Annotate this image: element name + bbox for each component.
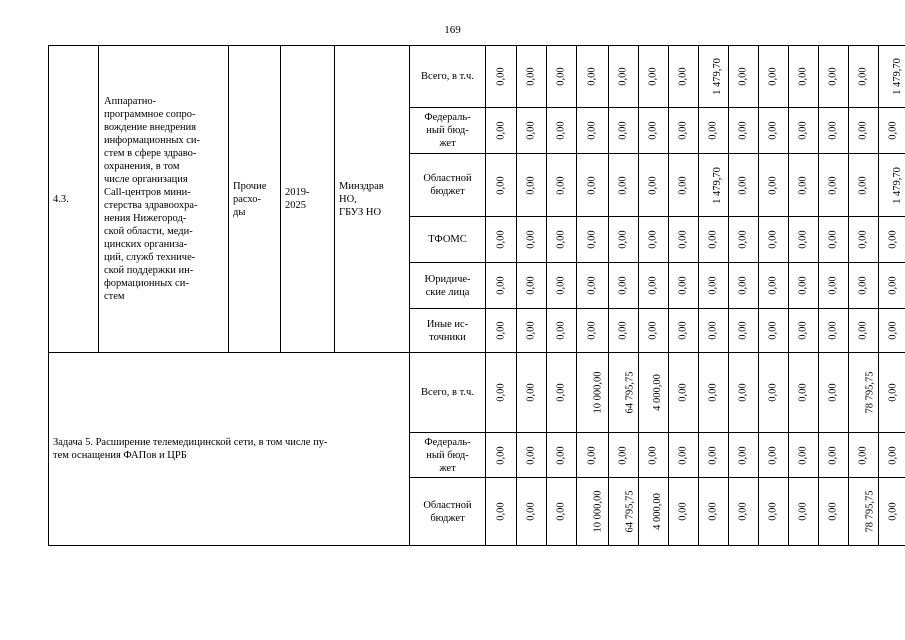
value-cell <box>879 154 905 217</box>
value-cell <box>517 217 547 263</box>
section-description: Аппаратно- программное сопро- вождение внедрения информационных си- стем в сфере здраво- охранения, в том числе организация Call-центров мини- стерства здравоохра- нения Нижегород- ской области, меди- цинских организа- ций, служб техниче- ской поддержки ин- формационных си- стем <box>99 46 229 353</box>
value-cell <box>486 217 517 263</box>
value-cell <box>819 46 849 108</box>
value-text: 0,00 <box>526 276 537 295</box>
value-text: 0,00 <box>858 121 869 140</box>
value-text: 0,00 <box>556 276 567 295</box>
value-text: 0,00 <box>858 276 869 295</box>
value-cell <box>879 309 905 353</box>
value-text: 0,00 <box>738 175 749 195</box>
value-text: 0,00 <box>708 121 719 140</box>
value-cell <box>849 353 879 433</box>
value-cell <box>699 154 729 217</box>
value-cell <box>639 353 669 433</box>
value-text: 1 479,70 <box>891 166 903 204</box>
value-cell <box>789 478 819 546</box>
value-text: 0,00 <box>618 230 629 249</box>
value-text: 0,00 <box>738 276 749 295</box>
value-text: 0,00 <box>678 175 689 195</box>
value-cell <box>849 263 879 309</box>
value-text: 0,00 <box>798 502 809 521</box>
value-cell <box>759 217 789 263</box>
value-cell <box>699 46 729 108</box>
value-text: 0,00 <box>648 445 659 465</box>
value-text: 0,00 <box>587 121 598 140</box>
value-cell <box>577 433 609 478</box>
value-text: 0,00 <box>708 230 719 249</box>
value-text: 0,00 <box>526 445 537 465</box>
value-cell <box>547 154 577 217</box>
value-text: 0,00 <box>738 445 749 465</box>
funding-source: Областной бюджет <box>410 478 486 546</box>
value-cell <box>819 263 849 309</box>
value-text: 0,00 <box>798 121 809 140</box>
value-text: 0,00 <box>858 175 869 195</box>
value-cell <box>729 353 759 433</box>
value-cell <box>699 263 729 309</box>
value-cell <box>849 309 879 353</box>
value-text: 0,00 <box>738 230 749 249</box>
value-cell <box>547 108 577 154</box>
value-cell <box>879 46 905 108</box>
value-cell <box>517 433 547 478</box>
value-cell <box>879 478 905 546</box>
value-text: 0,00 <box>618 121 629 140</box>
value-text: 0,00 <box>556 230 567 249</box>
value-cell <box>639 433 669 478</box>
value-cell <box>789 154 819 217</box>
value-text: 0,00 <box>888 445 899 465</box>
value-text: 1 479,70 <box>891 58 903 95</box>
value-text: 0,00 <box>678 276 689 295</box>
value-text: 0,00 <box>678 383 689 402</box>
value-cell <box>759 263 789 309</box>
funding-source: Федераль- ный бюд- жет <box>410 108 486 154</box>
value-text: 0,00 <box>798 276 809 295</box>
value-cell <box>517 309 547 353</box>
value-cell <box>759 433 789 478</box>
value-cell <box>669 309 699 353</box>
value-cell <box>547 217 577 263</box>
value-text: 0,00 <box>798 67 809 86</box>
value-text: 78 795,75 <box>864 371 876 414</box>
value-text: 0,00 <box>618 67 629 86</box>
value-text: 0,00 <box>708 502 719 521</box>
value-cell <box>849 154 879 217</box>
value-text: 0,00 <box>526 230 537 249</box>
value-cell <box>486 108 517 154</box>
value-text: 0,00 <box>618 276 629 295</box>
value-cell <box>789 309 819 353</box>
value-text: 0,00 <box>888 230 899 249</box>
value-text: 0,00 <box>556 321 567 340</box>
value-text: 0,00 <box>828 175 839 195</box>
value-cell <box>609 108 639 154</box>
value-text: 0,00 <box>648 121 659 140</box>
value-cell <box>547 46 577 108</box>
value-cell <box>486 433 517 478</box>
value-cell <box>517 108 547 154</box>
value-text: 0,00 <box>495 321 507 340</box>
value-cell <box>759 478 789 546</box>
value-text: 0,00 <box>678 502 689 521</box>
value-text: 0,00 <box>526 121 537 140</box>
value-cell <box>849 46 879 108</box>
value-cell <box>789 217 819 263</box>
value-cell <box>819 309 849 353</box>
value-cell <box>609 478 639 546</box>
value-cell <box>729 478 759 546</box>
value-cell <box>517 46 547 108</box>
funding-source: Всего, в т.ч. <box>410 46 486 108</box>
value-text: 0,00 <box>738 321 749 340</box>
value-text: 0,00 <box>526 175 537 195</box>
value-text: 1 479,70 <box>711 166 723 204</box>
value-cell <box>669 154 699 217</box>
value-cell <box>669 263 699 309</box>
value-text: 0,00 <box>495 445 507 465</box>
value-cell <box>486 309 517 353</box>
value-cell <box>729 108 759 154</box>
value-text: 0,00 <box>768 445 779 465</box>
value-cell <box>547 353 577 433</box>
value-cell <box>879 263 905 309</box>
value-cell <box>789 263 819 309</box>
value-text: 0,00 <box>648 276 659 295</box>
value-text: 0,00 <box>495 276 507 295</box>
value-text: 0,00 <box>858 67 869 86</box>
value-cell <box>729 154 759 217</box>
value-cell <box>819 108 849 154</box>
value-text: 0,00 <box>526 502 537 521</box>
value-text: 0,00 <box>556 383 567 402</box>
value-text: 64 795,75 <box>624 371 636 414</box>
value-text: 0,00 <box>768 230 779 249</box>
value-cell <box>759 353 789 433</box>
value-text: 0,00 <box>738 67 749 86</box>
value-cell <box>669 46 699 108</box>
value-cell <box>577 309 609 353</box>
value-text: 0,00 <box>738 383 749 402</box>
value-cell <box>547 309 577 353</box>
value-cell <box>639 154 669 217</box>
value-text: 0,00 <box>587 230 598 249</box>
value-cell <box>609 46 639 108</box>
value-text: 0,00 <box>828 230 839 249</box>
value-cell <box>517 154 547 217</box>
value-cell <box>879 108 905 154</box>
value-cell <box>517 478 547 546</box>
value-text: 0,00 <box>768 502 779 521</box>
value-text: 0,00 <box>708 321 719 340</box>
value-cell <box>577 353 609 433</box>
value-cell <box>849 108 879 154</box>
value-cell <box>699 309 729 353</box>
value-cell <box>699 478 729 546</box>
value-cell <box>819 217 849 263</box>
value-text: 0,00 <box>888 276 899 295</box>
value-cell <box>759 46 789 108</box>
value-cell <box>699 433 729 478</box>
value-cell <box>639 478 669 546</box>
value-cell <box>577 154 609 217</box>
value-cell <box>639 309 669 353</box>
executor: Минздрав НО, ГБУЗ НО <box>335 46 410 353</box>
value-text: 0,00 <box>495 230 507 249</box>
value-text: 0,00 <box>495 67 507 86</box>
value-cell <box>577 108 609 154</box>
value-text: 0,00 <box>888 383 899 402</box>
value-text: 0,00 <box>828 67 839 86</box>
value-text: 0,00 <box>587 445 598 465</box>
funding-source: Областной бюджет <box>410 154 486 217</box>
value-text: 0,00 <box>798 175 809 195</box>
value-text: 4 000,00 <box>651 493 663 530</box>
value-text: 0,00 <box>858 230 869 249</box>
value-cell <box>669 433 699 478</box>
value-text: 0,00 <box>556 445 567 465</box>
value-text: 0,00 <box>495 383 507 402</box>
value-text: 0,00 <box>828 502 839 521</box>
value-text: 0,00 <box>618 175 629 195</box>
funding-source: Юридиче- ские лица <box>410 263 486 309</box>
value-cell <box>609 263 639 309</box>
value-text: 0,00 <box>708 383 719 402</box>
value-text: 0,00 <box>648 175 659 195</box>
value-cell <box>486 154 517 217</box>
value-text: 0,00 <box>798 445 809 465</box>
value-text: 0,00 <box>768 175 779 195</box>
value-text: 0,00 <box>828 121 839 140</box>
value-cell <box>729 433 759 478</box>
budget-table <box>48 45 905 546</box>
value-text: 10 000,00 <box>592 490 604 533</box>
value-cell <box>547 433 577 478</box>
value-cell <box>669 353 699 433</box>
value-cell <box>639 263 669 309</box>
value-text: 0,00 <box>858 321 869 340</box>
value-cell <box>789 46 819 108</box>
value-text: 0,00 <box>678 321 689 340</box>
value-text: 0,00 <box>526 67 537 86</box>
page-number: 169 <box>444 24 461 36</box>
table-row <box>49 46 905 108</box>
funding-source: Всего, в т.ч. <box>410 353 486 433</box>
value-text: 0,00 <box>526 321 537 340</box>
value-cell <box>486 46 517 108</box>
value-cell <box>609 433 639 478</box>
value-text: 0,00 <box>618 445 629 465</box>
value-text: 0,00 <box>768 383 779 402</box>
value-text: 0,00 <box>798 321 809 340</box>
value-text: 0,00 <box>768 67 779 86</box>
value-text: 0,00 <box>526 383 537 402</box>
value-cell <box>609 353 639 433</box>
value-text: 0,00 <box>587 67 598 86</box>
value-cell <box>759 309 789 353</box>
table-row <box>49 353 905 433</box>
value-text: 0,00 <box>678 67 689 86</box>
value-cell <box>699 217 729 263</box>
value-cell <box>577 217 609 263</box>
value-cell <box>639 217 669 263</box>
value-cell <box>819 353 849 433</box>
value-cell <box>639 108 669 154</box>
value-cell <box>577 263 609 309</box>
value-cell <box>699 353 729 433</box>
value-cell <box>609 309 639 353</box>
value-cell <box>547 263 577 309</box>
value-text: 0,00 <box>858 445 869 465</box>
value-cell <box>819 154 849 217</box>
value-text: 0,00 <box>587 321 598 340</box>
value-cell <box>729 309 759 353</box>
value-cell <box>789 353 819 433</box>
section-code: 4.3. <box>49 46 99 353</box>
value-text: 0,00 <box>648 321 659 340</box>
value-cell <box>609 217 639 263</box>
value-text: 64 795,75 <box>624 490 636 533</box>
value-cell <box>789 433 819 478</box>
period: 2019- 2025 <box>281 46 335 353</box>
value-cell <box>699 108 729 154</box>
value-cell <box>789 108 819 154</box>
value-text: 0,00 <box>828 276 839 295</box>
funding-source: Иные ис- точники <box>410 309 486 353</box>
value-text: 0,00 <box>678 445 689 465</box>
value-text: 0,00 <box>888 121 899 140</box>
value-text: 0,00 <box>768 121 779 140</box>
value-cell <box>819 478 849 546</box>
value-cell <box>759 154 789 217</box>
value-cell <box>517 263 547 309</box>
value-text: 0,00 <box>828 321 839 340</box>
task-title: Задача 5. Расширение телемедицинской сети, в том числе пу- тем оснащения ФАПов и ЦРБ <box>49 353 410 546</box>
value-text: 0,00 <box>556 502 567 521</box>
value-text: 0,00 <box>738 502 749 521</box>
value-text: 0,00 <box>888 321 899 340</box>
value-cell <box>547 478 577 546</box>
value-text: 0,00 <box>768 321 779 340</box>
value-text: 0,00 <box>587 175 598 195</box>
value-cell <box>729 217 759 263</box>
value-cell <box>486 478 517 546</box>
value-cell <box>849 217 879 263</box>
value-text: 10 000,00 <box>592 371 604 414</box>
value-cell <box>849 478 879 546</box>
value-text: 0,00 <box>678 230 689 249</box>
value-cell <box>849 433 879 478</box>
value-text: 0,00 <box>738 121 749 140</box>
value-text: 78 795,75 <box>864 490 876 533</box>
value-cell <box>669 478 699 546</box>
value-text: 0,00 <box>798 230 809 249</box>
value-cell <box>729 46 759 108</box>
value-text: 0,00 <box>587 276 598 295</box>
value-text: 0,00 <box>828 445 839 465</box>
value-text: 0,00 <box>495 121 507 140</box>
value-cell <box>759 108 789 154</box>
value-text: 0,00 <box>495 502 507 521</box>
funding-source: Федераль- ный бюд- жет <box>410 433 486 478</box>
value-cell <box>729 263 759 309</box>
value-cell <box>879 217 905 263</box>
value-text: 0,00 <box>495 175 507 195</box>
value-text: 0,00 <box>648 230 659 249</box>
value-cell <box>577 46 609 108</box>
value-text: 0,00 <box>618 321 629 340</box>
funding-source: ТФОМС <box>410 217 486 263</box>
value-text: 0,00 <box>708 445 719 465</box>
value-cell <box>669 217 699 263</box>
value-cell <box>486 353 517 433</box>
value-text: 0,00 <box>556 67 567 86</box>
value-text: 0,00 <box>556 121 567 140</box>
value-text: 0,00 <box>708 276 719 295</box>
value-cell <box>486 263 517 309</box>
value-cell <box>517 353 547 433</box>
value-cell <box>669 108 699 154</box>
value-cell <box>879 433 905 478</box>
value-cell <box>609 154 639 217</box>
value-text: 0,00 <box>798 383 809 402</box>
value-text: 0,00 <box>828 383 839 402</box>
value-text: 0,00 <box>556 175 567 195</box>
value-text: 0,00 <box>888 502 899 521</box>
value-cell <box>879 353 905 433</box>
value-text: 4 000,00 <box>651 374 663 411</box>
value-text: 0,00 <box>768 276 779 295</box>
value-cell <box>819 433 849 478</box>
value-text: 1 479,70 <box>711 58 723 95</box>
value-text: 0,00 <box>648 67 659 86</box>
value-cell <box>577 478 609 546</box>
value-text: 0,00 <box>678 121 689 140</box>
expense-type: Прочие расхо- ды <box>229 46 281 353</box>
value-cell <box>639 46 669 108</box>
